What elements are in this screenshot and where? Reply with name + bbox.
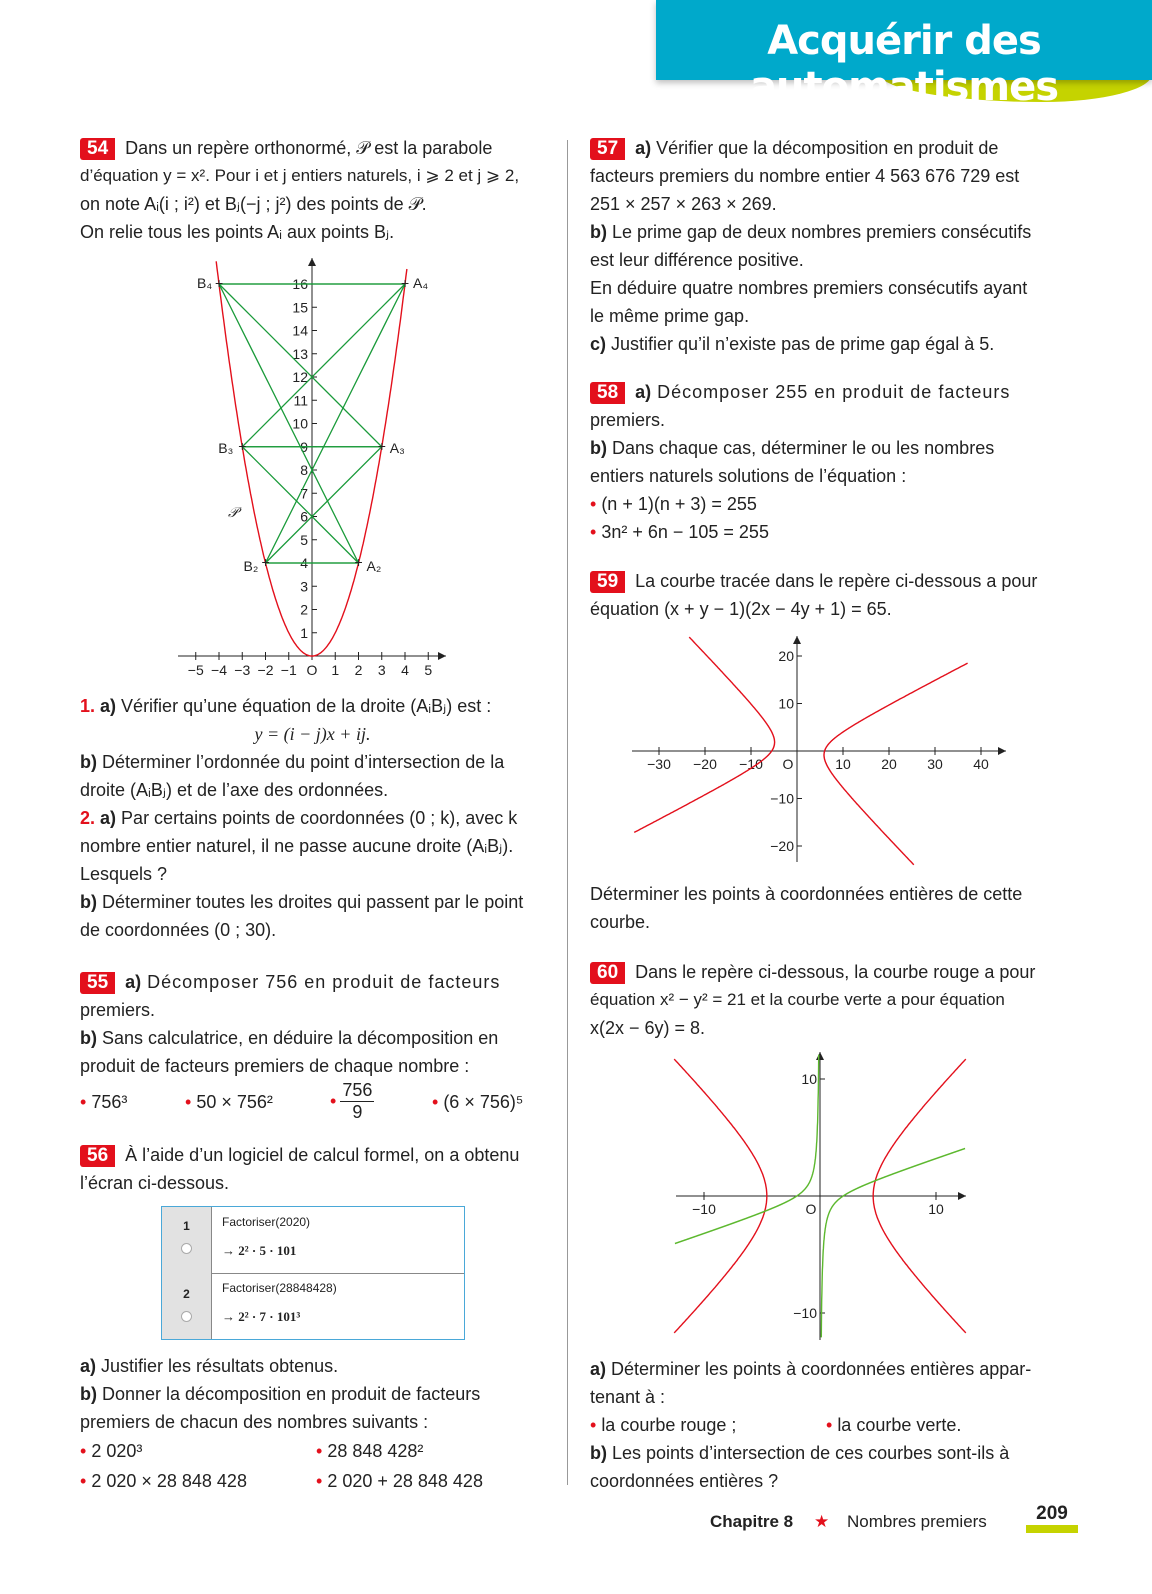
- page-number: 209: [1026, 1503, 1078, 1533]
- item: 28 848 428²: [327, 1441, 424, 1461]
- footer-chapter: Chapitre 8: [710, 1512, 794, 1531]
- text: Par certains points de coordonnées (0 ; k), avec k: [116, 808, 518, 828]
- x-tick-label: 20: [881, 756, 897, 772]
- y-tick-label: 11: [293, 392, 308, 409]
- x-tick-label: 10: [835, 756, 851, 772]
- item: la courbe rouge ;: [601, 1415, 737, 1435]
- q-letter: a): [80, 1356, 97, 1376]
- y-tick-label: 1: [300, 624, 308, 641]
- text: tenant à :: [590, 1387, 666, 1407]
- item: (n + 1)(n + 3) = 255: [601, 494, 757, 514]
- q-letter: b): [80, 752, 97, 772]
- point-label: A₂: [366, 558, 382, 574]
- text: l’écran ci-dessous.: [80, 1173, 230, 1193]
- numerator: 756: [342, 1080, 373, 1100]
- y-tick-label: 7: [300, 485, 308, 502]
- y-tick-label: 16: [292, 276, 308, 292]
- x-tick-label: −5: [187, 662, 204, 678]
- y-tick-label: 5: [300, 531, 308, 548]
- red-hyperbola-branch: [674, 1059, 767, 1333]
- text: Sans calculatrice, en déduire la décomposition en: [97, 1028, 499, 1048]
- x-tick-label: −10: [692, 1201, 716, 1217]
- item: 3n² + 6n − 105 = 255: [601, 522, 769, 542]
- cas-command: Factoriser(2020): [222, 1215, 311, 1229]
- text: Vérifier qu’une équation de la droite (AᵢBⱼ) est :: [116, 696, 492, 716]
- y-tick-label: 8: [300, 462, 308, 478]
- exercise-number: 60: [590, 962, 625, 984]
- x-tick-label: 1: [331, 662, 340, 678]
- text: de coordonnées (0 ; 30).: [80, 920, 277, 940]
- text: le même prime gap.: [590, 306, 750, 326]
- q-letter: a): [635, 138, 652, 158]
- exercise-number: 57: [590, 138, 625, 160]
- equation: y = (i − j)x + ij.: [254, 724, 371, 744]
- text: premiers.: [590, 410, 666, 430]
- y-tick-label: 13: [292, 345, 308, 362]
- x-axis-arrow-icon: [958, 1192, 966, 1200]
- point-label: B₂: [243, 558, 259, 574]
- point-label: A₃: [389, 439, 405, 456]
- x-axis-arrow-icon: [998, 747, 1006, 755]
- exercise-54-questions: [80, 692, 545, 944]
- footer-topic: Nombres premiers: [847, 1512, 987, 1531]
- q-letter: c): [590, 334, 607, 354]
- point-label: B₄: [197, 275, 213, 291]
- q-letter: b): [80, 1384, 97, 1404]
- x-tick-label: 3: [377, 662, 386, 678]
- text: Dans le repère ci-dessous, la courbe rouge a pour: [635, 962, 1036, 982]
- x-tick-label: O: [782, 756, 794, 772]
- text: coordonnées entières ?: [590, 1471, 779, 1491]
- x-tick-label: −1: [280, 662, 297, 678]
- q-letter: a): [590, 1359, 607, 1379]
- y-tick-label: 15: [292, 299, 308, 316]
- text: premiers.: [80, 1000, 156, 1020]
- cas-result: → 2² · 7 · 101³: [222, 1309, 301, 1324]
- text: Le prime gap de deux nombres premiers consécutifs: [607, 222, 1032, 242]
- y-axis-arrow-icon: [816, 1052, 824, 1060]
- cas-screen: [161, 1206, 465, 1340]
- text: équation x² − y² = 21 et la courbe verte a pour équation: [590, 990, 1005, 1009]
- text: On relie tous les points Aᵢ aux points Bⱼ.: [80, 222, 395, 242]
- x-tick-label: O: [805, 1201, 817, 1217]
- text: produit de facteurs premiers de chaque nombre :: [80, 1056, 470, 1076]
- text: facteurs premiers du nombre entier 4 563 676 729 est: [590, 166, 1020, 186]
- text: Dans chaque cas, déterminer le ou les nombres: [607, 438, 995, 458]
- y-tick-label: 6: [300, 508, 308, 525]
- section-title: Acquérir des automatismes: [750, 18, 1058, 110]
- x-axis-arrow-icon: [438, 652, 446, 660]
- item: 50 × 756²: [196, 1092, 273, 1112]
- q-letter: b): [590, 222, 607, 242]
- text: entiers naturels solutions de l’équation :: [590, 466, 907, 486]
- q-letter: b): [590, 1443, 607, 1463]
- item: 2 020³: [91, 1441, 143, 1461]
- point-marker: +: [354, 554, 363, 570]
- y-tick-label: 12: [292, 369, 308, 385]
- point-label: A₄: [413, 275, 429, 291]
- radio-icon[interactable]: [181, 1243, 192, 1254]
- red-hyperbola-branch: [873, 1059, 966, 1333]
- row-number: 2: [183, 1287, 190, 1301]
- x-tick-label: 30: [927, 756, 943, 772]
- cas-row: [162, 1273, 464, 1339]
- y-tick-label: 20: [778, 648, 794, 664]
- item: 756³: [91, 1092, 128, 1112]
- text: La courbe tracée dans le repère ci-dessous a pour: [635, 571, 1038, 591]
- exercise-number: 55: [80, 972, 115, 994]
- text: 251 × 257 × 263 × 269.: [590, 194, 777, 214]
- x-tick-label: O: [306, 662, 318, 678]
- y-tick-label: 3: [300, 578, 308, 595]
- text: Déterminer les points à coordonnées entières de cette: [590, 884, 1023, 904]
- q-letter: a): [125, 972, 142, 992]
- text: d’équation y = x². Pour i et j entiers naturels, i ⩾ 2 et j ⩾ 2,: [80, 166, 520, 185]
- text: premiers de chacun des nombres suivants :: [80, 1412, 429, 1432]
- exercise-57: [590, 134, 1052, 358]
- x-tick-label: 2: [354, 662, 363, 678]
- item: (6 × 756)⁵: [443, 1092, 524, 1112]
- segment-ai-bj: [266, 284, 406, 563]
- text: Vérifier que la décomposition en produit de: [651, 138, 999, 158]
- segment-ai-bj: [219, 284, 359, 563]
- text: Décomposer 756 en produit de facteurs: [141, 972, 501, 992]
- item: la courbe verte.: [837, 1415, 962, 1435]
- y-tick-label: −10: [793, 1305, 817, 1321]
- point-marker: +: [401, 275, 410, 291]
- text: est leur différence positive.: [590, 250, 804, 270]
- text: Lesquels ?: [80, 864, 168, 884]
- textbook-page: Acquérir des automatismes 54 Dans un repère orthonormé, 𝒫 est la parabole d’équation y = x². Pour i et j entiers naturels, i ⩾ 2 et j ⩾ 2, on note Aᵢ(i ; i²) et Bⱼ(−j ; j²) des points de 𝒫. On relie tous les points Aᵢ aux points Bⱼ. −5 −4 −3 −2 −1 O 1 2 3 4 5 1 2 3 4 5 6 7 8 9 10 11 12 13 14 15 16 B₄ + A₄ + B₃ + A₃ + B₂ + A₂ + 𝒫 1. a) Vérifier qu’une équation de la droite (AᵢBⱼ) est : y = (i − j)x + ij. b) Déterminer l’ordonnée du point d’intersection de la droite (AᵢBⱼ) et de l’axe des ordonnées. 2. a) Par certains points de coordonnées (0 ; k), avec k nombre entier naturel, il ne passe aucune droite (AᵢBⱼ). Lesquels ? b) Déterminer toutes les droites qui passent par le point de coordonnées (0 ; 30). 55 a) Décomposer 756 en produit de facteurs premiers. b) Sans calculatrice, en déduire la décomposition en produit de facteurs premiers de chaque nombre : • 756³ • 50 × 756² • $\frac{756}{9}$ • (6 × 756)⁵ 56 À l’aide d’un logiciel de calcul formel, on a obtenu l’écran ci-dessous. 1 Factoriser(2020) → 2² · 5 · 101 2 Factoriser(28848428) → 2² · 7 · 101³ a) Justifier les résultats obtenus. b) Donner la décomposition en produit de facteurs premiers de chacun des nombres suivants : • 2 020³ • 28 848 428² • 2 020 × 28 848 428 • 2 020 + 28 848 428 57 a) Vérifier que la décomposition en produit de facteurs premiers du nombre entier 4 563 676 729 est 251 × 257 × 263 × 269. b) Le prime gap de deux nombres premiers consécutifs est leur différence positive. En déduire quatre nombres premiers consécutifs ayant le même prime gap. c) Justifier qu’il n’existe pas de prime gap égal à 5. 58 a) Décomposer 255 en produit de facteurs premiers. b) Dans chaque cas, déterminer le ou les nombres entiers naturels solutions de l’équation : • (n + 1)(n + 3) = 255 • 3n² + 6n − 105 = 255 59 La courbe tracée dans le repère ci-dessous a pour équation (x + y − 1)(2x − 4y + 1) = 65. Déterminer les points à coordonnées entières de cette courbe. 60 Dans le repère ci-dessous, la courbe rouge a pour équation x² − y² = 21 et la courbe verte a pour équation x(2x − 6y) = 8. a) Déterminer les points à coordonnées entières appar- tenant à : • la courbe rouge ; • la courbe verte. b) Les points d’intersection de ces courbes sont-ils à coordonnées entières ? −30 −20 −10 O 10 20 30 40 20 10 −10 −20 −10 O 10 10 −10 Chapitre 8 ★ Nombres premiers 209: [0, 0, 1152, 1594]
- q-number: 2.: [80, 808, 96, 828]
- x-tick-label: −2: [257, 662, 274, 678]
- y-tick-label: 2: [300, 601, 308, 618]
- y-tick-label: 14: [292, 322, 308, 339]
- text: Déterminer toutes les droites qui passent par le point: [97, 892, 524, 912]
- text: droite (AᵢBⱼ) et de l’axe des ordonnées.: [80, 780, 389, 800]
- text: À l’aide d’un logiciel de calcul formel, on a obtenu: [125, 1145, 520, 1165]
- x-tick-label: 10: [928, 1201, 944, 1217]
- star-icon: ★: [814, 1512, 830, 1531]
- text: on note Aᵢ(i ; i²) et Bⱼ(−j ; j²) des points de 𝒫.: [80, 194, 427, 214]
- exercise-number: 59: [590, 571, 625, 593]
- y-axis-arrow-icon: [308, 258, 316, 266]
- y-tick-label: 9: [300, 438, 308, 455]
- segment-ai-bj: [242, 284, 405, 447]
- curve-label: 𝒫: [228, 504, 239, 520]
- q-letter: a): [100, 696, 117, 716]
- q-letter: a): [635, 382, 652, 402]
- item: 2 020 × 28 848 428: [91, 1471, 247, 1491]
- cas-command: Factoriser(28848428): [222, 1281, 337, 1295]
- text: Déterminer les points à coordonnées entières appar-: [606, 1359, 1032, 1379]
- exercise-59-question: [590, 880, 1052, 936]
- denominator: 9: [352, 1102, 363, 1122]
- x-tick-label: −20: [693, 756, 717, 772]
- text: Justifier qu’il n’existe pas de prime gap égal à 5.: [606, 334, 995, 354]
- x-tick-label: −3: [234, 662, 251, 678]
- exercise-60: [590, 958, 1052, 1042]
- green-curve-branch: [821, 1149, 965, 1338]
- x-tick-label: −10: [739, 756, 763, 772]
- exercise-number: 56: [80, 1145, 115, 1167]
- y-tick-label: 10: [778, 695, 794, 712]
- exercise-number: 54: [80, 138, 115, 160]
- exercise-number: 58: [590, 382, 625, 404]
- item: 2 020 + 28 848 428: [327, 1471, 483, 1491]
- exercise-56-questions: [80, 1352, 545, 1436]
- q-letter: b): [80, 892, 97, 912]
- text: Déterminer l’ordonnée du point d’intersection de la: [97, 752, 505, 772]
- text: Donner la décomposition en produit de facteurs: [97, 1384, 481, 1404]
- point-label: B₃: [218, 439, 234, 456]
- cas-result: → 2² · 5 · 101: [222, 1243, 297, 1258]
- y-tick-label: −10: [770, 790, 794, 807]
- x-tick-label: −30: [647, 756, 671, 772]
- text: courbe.: [590, 912, 651, 932]
- exercise-55-items: • 756³ • 50 × 756² • $\frac{756}{9}$ • (6 × 756)⁵: [80, 1080, 524, 1122]
- cas-row: [162, 1207, 464, 1274]
- exercise-60-questions: a) Déterminer les points à coordonnées entières appar- tenant à : • la courbe rouge ; • la courbe verte. b) Les points d’intersection de ces courbes sont-ils à coordonnées entières ?: [590, 1355, 1052, 1495]
- point-marker: +: [261, 554, 270, 570]
- text: nombre entier naturel, il ne passe aucune droite (AᵢBⱼ).: [80, 836, 514, 856]
- point-marker: +: [377, 437, 386, 454]
- cas-row-index: [162, 1207, 212, 1273]
- q-number: 1.: [80, 696, 96, 716]
- exercise-58: 58 a) Décomposer 255 en produit de facteurs premiers. b) Dans chaque cas, déterminer le ou les nombres entiers naturels solutions de l’équation : • (n + 1)(n + 3) = 255 • 3n² + 6n − 105 = 255: [590, 378, 1052, 546]
- text: En déduire quatre nombres premiers consécutifs ayant: [590, 278, 1028, 298]
- row-number: 1: [183, 1219, 190, 1233]
- y-tick-label: 4: [300, 555, 308, 571]
- point-marker: +: [215, 275, 224, 291]
- q-letter: a): [100, 808, 117, 828]
- q-letter: b): [590, 438, 607, 458]
- q-letter: b): [80, 1028, 97, 1048]
- x-tick-label: 4: [401, 662, 409, 678]
- exercise-56: [80, 1141, 545, 1197]
- y-tick-label: 10: [292, 415, 308, 432]
- text: Les points d’intersection de ces courbes sont-ils à: [607, 1443, 1010, 1463]
- x-tick-label: 40: [973, 756, 989, 772]
- text: Décomposer 255 en produit de facteurs: [651, 382, 1011, 402]
- x-tick-label: −4: [211, 662, 227, 678]
- cas-row-index: [162, 1273, 212, 1339]
- text: équation (x + y − 1)(2x − 4y + 1) = 65.: [590, 599, 892, 619]
- exercise-55: [80, 968, 545, 1080]
- radio-icon[interactable]: [181, 1311, 192, 1322]
- y-tick-label: −20: [770, 838, 794, 854]
- y-tick-label: 10: [801, 1071, 817, 1087]
- x-tick-label: 5: [424, 662, 433, 678]
- fraction: [340, 1080, 374, 1123]
- text: Justifier les résultats obtenus.: [96, 1356, 339, 1376]
- segment-ai-bj: [266, 447, 382, 563]
- text: x(2x − 6y) = 8.: [590, 1018, 706, 1038]
- point-marker: +: [238, 437, 247, 454]
- text: Dans un repère orthonormé, 𝒫 est la parabole: [125, 138, 493, 158]
- green-curve-branch: [675, 1055, 819, 1244]
- exercise-59: [590, 567, 1052, 623]
